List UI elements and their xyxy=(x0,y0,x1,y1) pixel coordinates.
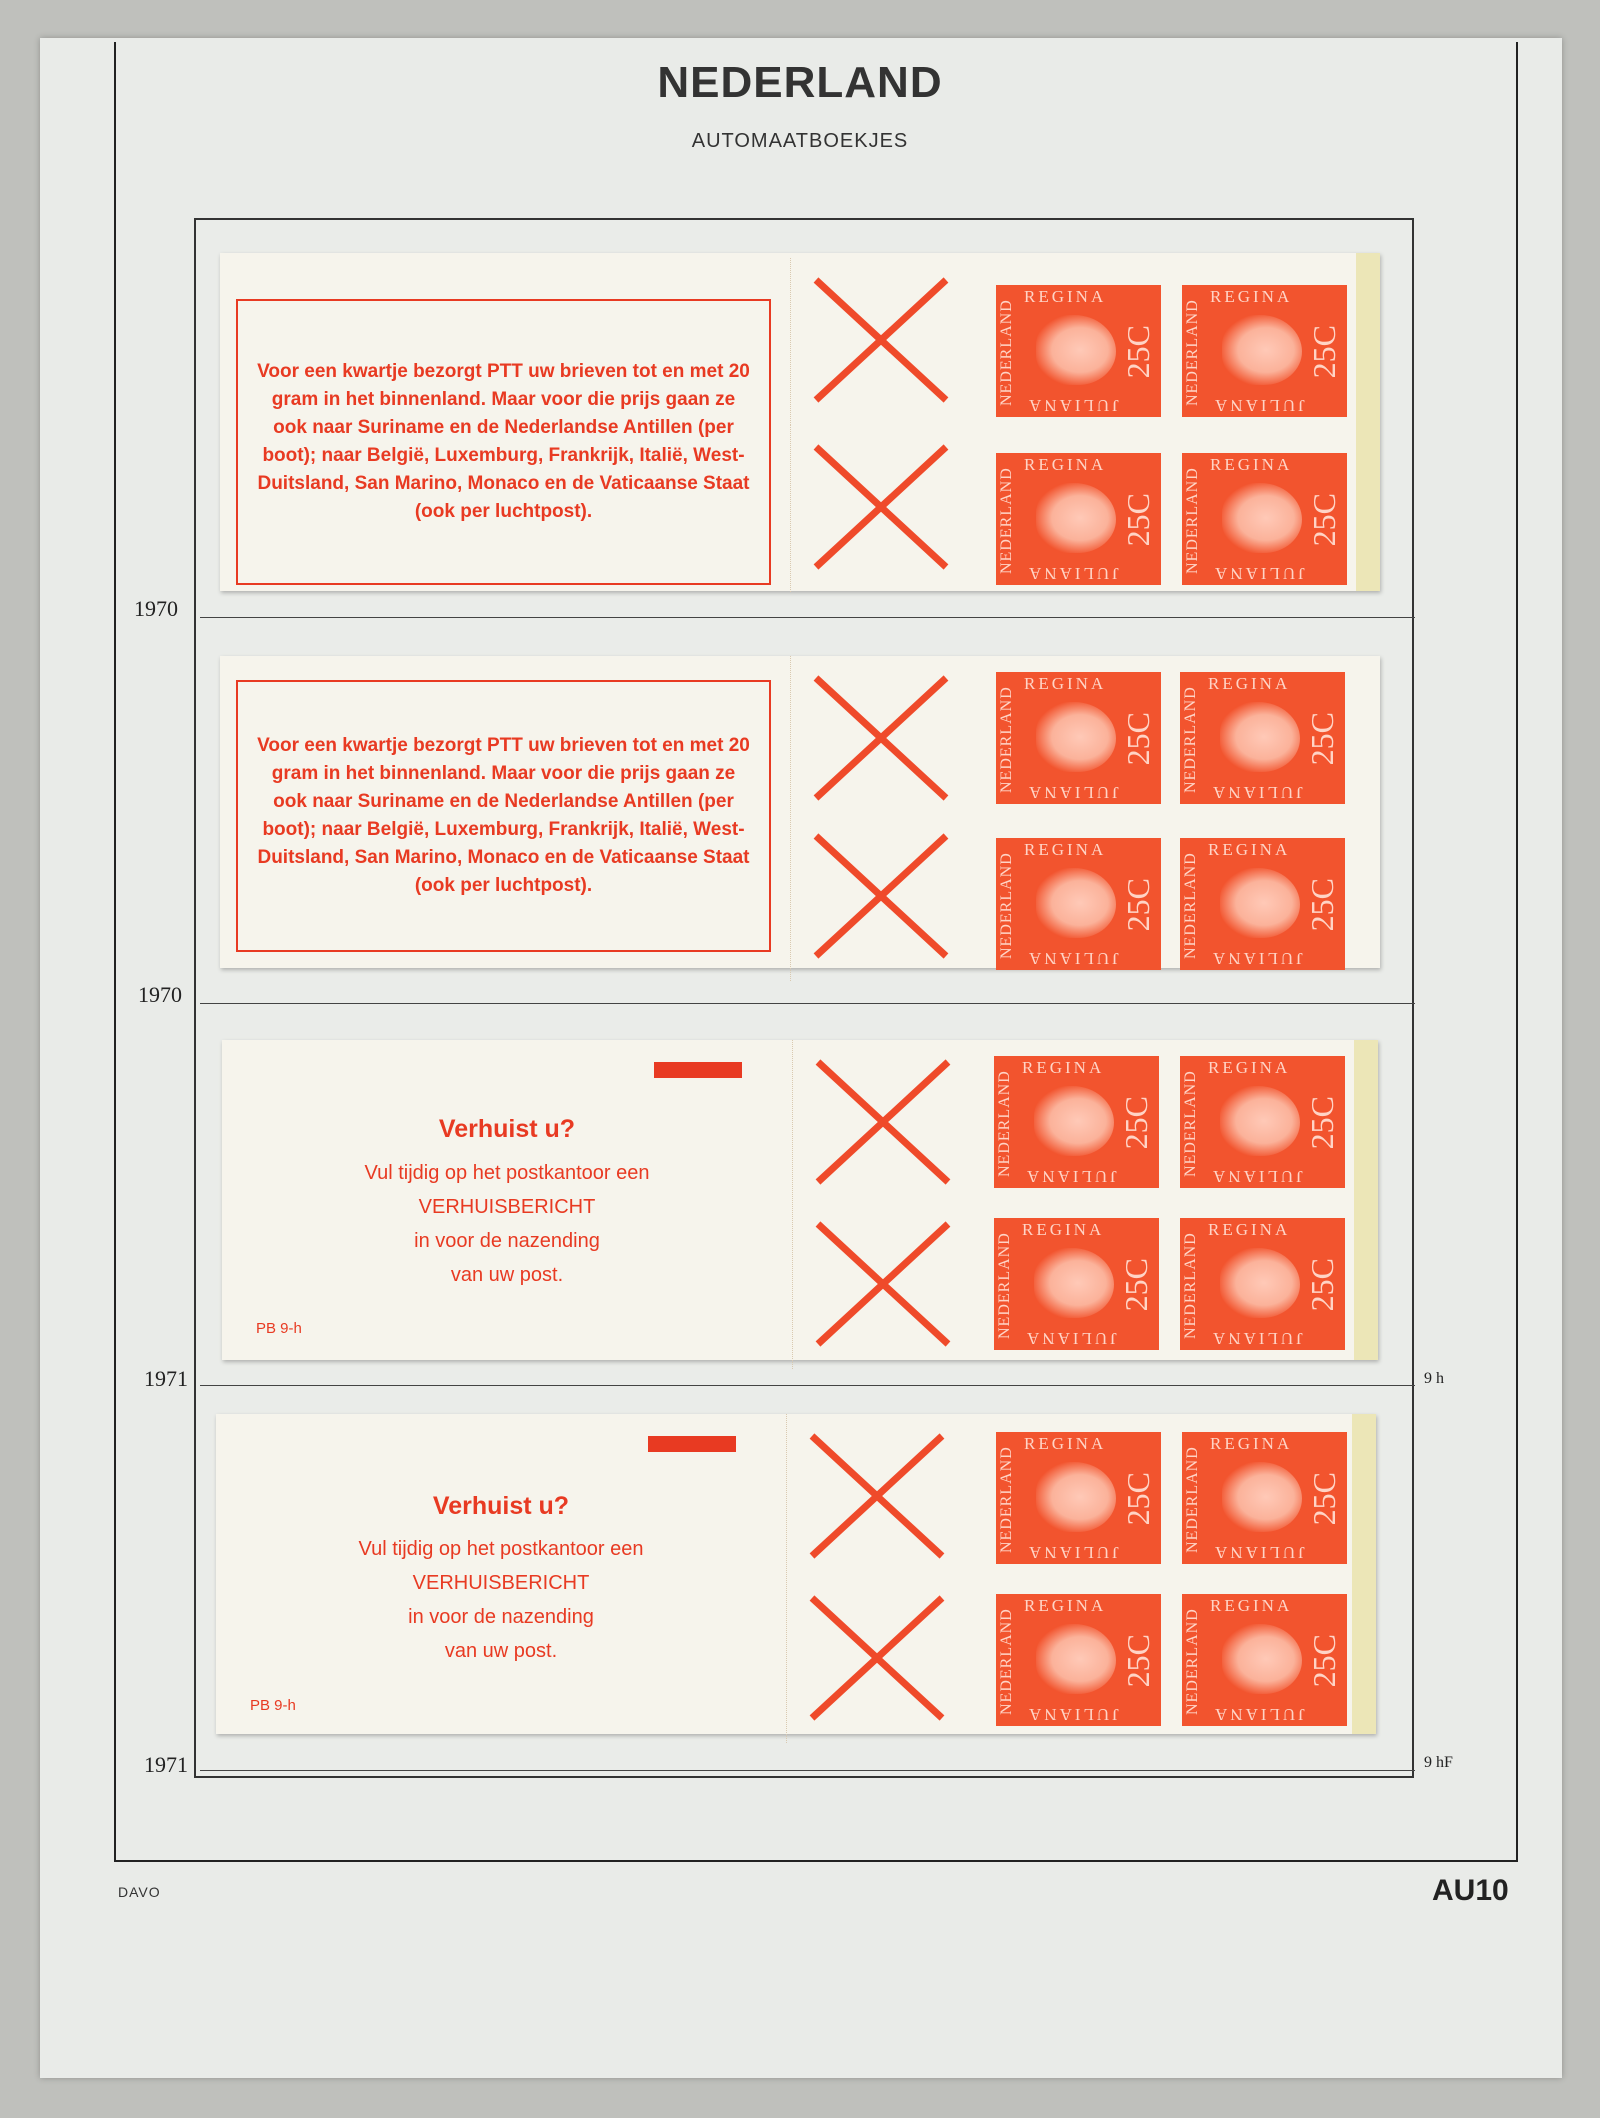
stamp-25c xyxy=(1182,1432,1347,1564)
stamp-25c xyxy=(994,1056,1159,1188)
stamp-value: 25C xyxy=(1120,1472,1156,1526)
row-divider xyxy=(200,1770,1415,1771)
portrait xyxy=(1222,483,1302,553)
stamp-top-text: REGINA xyxy=(1208,840,1291,859)
portrait xyxy=(1222,1462,1302,1532)
stamp-bottom-text: JULIANA xyxy=(1026,396,1119,415)
selvage xyxy=(1356,656,1380,968)
move-line: in voor de nazending xyxy=(408,1606,594,1628)
stamp-top-text: REGINA xyxy=(1210,1434,1293,1453)
cross-label xyxy=(786,1576,967,1743)
stamp-value: 25C xyxy=(1306,1634,1342,1688)
stamp-top-text: REGINA xyxy=(1024,1596,1107,1615)
move-line: VERHUISBERICHT xyxy=(412,1572,590,1594)
stamp-25c xyxy=(1182,453,1347,585)
stamp-bottom-text: JULIANA xyxy=(1026,1705,1119,1724)
stamp-25c xyxy=(994,1218,1159,1350)
notice-box xyxy=(236,299,771,585)
stamp-value: 25C xyxy=(1304,878,1340,932)
stamp-country: NEDERLAND xyxy=(996,1232,1013,1340)
brand-label: DAVO xyxy=(118,1884,161,1900)
booklet-cover xyxy=(220,656,790,968)
stamp-25c xyxy=(1180,1056,1345,1188)
cross-label xyxy=(792,1040,973,1207)
stamp-bottom-text: JULIANA xyxy=(1026,1543,1119,1562)
stamp-country: NEDERLAND xyxy=(1184,1446,1201,1554)
red-bar xyxy=(648,1436,736,1452)
stamp-value: 25C xyxy=(1120,493,1156,547)
move-message xyxy=(222,1156,792,1292)
stamp-country: NEDERLAND xyxy=(1184,467,1201,575)
stamp-country: NEDERLAND xyxy=(998,852,1015,960)
stamp-25c xyxy=(1180,838,1345,970)
stamp-25c xyxy=(996,1432,1161,1564)
portrait xyxy=(1222,315,1302,385)
stamp-bottom-text: JULIANA xyxy=(1026,783,1119,802)
stamp-value: 25C xyxy=(1120,325,1156,379)
portrait xyxy=(1036,1624,1116,1694)
stamp-booklet xyxy=(220,253,1380,591)
move-line: Vul tijdig op het postkantoor een xyxy=(364,1162,650,1184)
stamp-top-text: REGINA xyxy=(1024,287,1107,306)
stamp-top-text: REGINA xyxy=(1208,1220,1291,1239)
stamp-value: 25C xyxy=(1306,1472,1342,1526)
cross-label xyxy=(792,1202,973,1369)
stamp-top-text: REGINA xyxy=(1024,455,1107,474)
ptt-notice-text: Voor een kwartje bezorgt PTT uw brieven tot en met 20 gram in het binnenland. Maar voor die prijs gaan ze ook naar Suriname en de Nederlandse Antillen (per boot); naar België, Luxemburg, Frankrijk, Italië, West-Duitsland, San Marino, Monaco en de Vaticaanse Staat (ook per luchtpost). xyxy=(257,735,750,896)
cross-label xyxy=(786,1414,967,1581)
portrait xyxy=(1034,1248,1114,1318)
stamp-bottom-text: JULIANA xyxy=(1210,1329,1303,1348)
stamp-value: 25C xyxy=(1306,325,1342,379)
stamp-top-text: REGINA xyxy=(1024,674,1107,693)
stamp-country: NEDERLAND xyxy=(1182,1070,1199,1178)
stamp-bottom-text: JULIANA xyxy=(1024,1329,1117,1348)
portrait xyxy=(1036,868,1116,938)
stamp-country: NEDERLAND xyxy=(996,1070,1013,1178)
row-divider xyxy=(200,1003,1415,1004)
move-message xyxy=(216,1532,786,1668)
row-divider xyxy=(200,617,1415,618)
stamp-booklet xyxy=(216,1414,1376,1734)
cross-label xyxy=(790,425,971,592)
move-line: VERHUISBERICHT xyxy=(418,1196,596,1218)
stamp-country: NEDERLAND xyxy=(1184,1608,1201,1716)
page-title: NEDERLAND xyxy=(657,58,943,107)
cross-label xyxy=(790,656,971,823)
stamp-25c xyxy=(996,453,1161,585)
page-subtitle: AUTOMAATBOEKJES xyxy=(691,130,909,152)
stamp-country: NEDERLAND xyxy=(1182,686,1199,794)
stamp-country: NEDERLAND xyxy=(1182,852,1199,960)
booklet-cover xyxy=(222,1040,792,1360)
stamp-25c xyxy=(996,672,1161,804)
move-line: in voor de nazending xyxy=(414,1230,600,1252)
stamp-value: 25C xyxy=(1118,1258,1154,1312)
stamp-top-text: REGINA xyxy=(1208,1058,1291,1077)
portrait xyxy=(1036,315,1116,385)
stamp-value: 25C xyxy=(1306,493,1342,547)
stamp-top-text: REGINA xyxy=(1208,674,1291,693)
move-line: van uw post. xyxy=(444,1640,558,1662)
stamp-booklet xyxy=(220,656,1380,968)
move-line: Vul tijdig op het postkantoor een xyxy=(358,1538,644,1560)
stamp-top-text: REGINA xyxy=(1210,1596,1293,1615)
stamp-top-text: REGINA xyxy=(1022,1058,1105,1077)
stamp-country: NEDERLAND xyxy=(998,686,1015,794)
stamp-value: 25C xyxy=(1120,878,1156,932)
page-number: AU10 xyxy=(1432,1874,1509,1907)
move-line: van uw post. xyxy=(450,1264,564,1286)
stamp-bottom-text: JULIANA xyxy=(1210,949,1303,968)
selvage xyxy=(1352,1414,1376,1734)
stamp-top-text: REGINA xyxy=(1024,840,1107,859)
stamp-country: NEDERLAND xyxy=(1184,299,1201,407)
cross-label xyxy=(790,258,971,425)
move-heading: Verhuist u? xyxy=(432,1492,570,1520)
stamp-25c xyxy=(1180,1218,1345,1350)
portrait xyxy=(1220,1086,1300,1156)
cross-label xyxy=(790,814,971,981)
stamp-bottom-text: JULIANA xyxy=(1026,949,1119,968)
stamp-country: NEDERLAND xyxy=(1182,1232,1199,1340)
stamp-value: 25C xyxy=(1304,712,1340,766)
ptt-notice-text: Voor een kwartje bezorgt PTT uw brieven tot en met 20 gram in het binnenland. Maar voor die prijs gaan ze ook naar Suriname en de Nederlandse Antillen (per boot); naar België, Luxemburg, Frankrijk, Italië, West-Duitsland, San Marino, Monaco en de Vaticaanse Staat (ook per luchtpost). xyxy=(257,361,750,522)
stamp-bottom-text: JULIANA xyxy=(1026,564,1119,583)
stamp-25c xyxy=(996,1594,1161,1726)
portrait xyxy=(1222,1624,1302,1694)
stamp-bottom-text: JULIANA xyxy=(1212,396,1305,415)
year-label: 1971 xyxy=(144,1366,188,1391)
red-bar xyxy=(654,1062,742,1078)
pb-code: PB 9-h xyxy=(250,1697,296,1714)
year-label: 1970 xyxy=(134,596,178,621)
stamp-value: 25C xyxy=(1118,1096,1154,1150)
catalog-number: 9 h xyxy=(1424,1370,1444,1387)
portrait xyxy=(1036,483,1116,553)
stamp-bottom-text: JULIANA xyxy=(1212,1705,1305,1724)
selvage xyxy=(1354,1040,1378,1360)
stamp-value: 25C xyxy=(1120,1634,1156,1688)
portrait xyxy=(1220,1248,1300,1318)
stamp-bottom-text: JULIANA xyxy=(1212,1543,1305,1562)
stamp-value: 25C xyxy=(1304,1258,1340,1312)
row-divider xyxy=(200,1385,1415,1386)
stamp-country: NEDERLAND xyxy=(998,299,1015,407)
year-label: 1971 xyxy=(144,1752,188,1777)
move-heading: Verhuist u? xyxy=(438,1115,576,1143)
stamp-country: NEDERLAND xyxy=(998,1446,1015,1554)
stamp-25c xyxy=(996,838,1161,970)
stamp-bottom-text: JULIANA xyxy=(1024,1167,1117,1186)
stamp-top-text: REGINA xyxy=(1024,1434,1107,1453)
pb-code: PB 9-h xyxy=(256,1320,302,1337)
portrait xyxy=(1034,1086,1114,1156)
booklet-cover xyxy=(216,1414,786,1734)
portrait xyxy=(1220,868,1300,938)
stamp-25c xyxy=(996,285,1161,417)
stamp-country: NEDERLAND xyxy=(998,467,1015,575)
stamp-top-text: REGINA xyxy=(1022,1220,1105,1239)
year-label: 1970 xyxy=(138,982,182,1007)
stamp-top-text: REGINA xyxy=(1210,287,1293,306)
stamp-25c xyxy=(1182,285,1347,417)
stamp-value: 25C xyxy=(1120,712,1156,766)
stamp-value: 25C xyxy=(1304,1096,1340,1150)
portrait xyxy=(1220,702,1300,772)
selvage xyxy=(1356,253,1380,591)
stamp-bottom-text: JULIANA xyxy=(1212,564,1305,583)
portrait xyxy=(1036,702,1116,772)
portrait xyxy=(1036,1462,1116,1532)
stamp-country: NEDERLAND xyxy=(998,1608,1015,1716)
stamp-bottom-text: JULIANA xyxy=(1210,1167,1303,1186)
booklet-cover xyxy=(220,253,790,591)
notice-box xyxy=(236,680,771,952)
catalog-number: 9 hF xyxy=(1424,1754,1453,1771)
stamp-bottom-text: JULIANA xyxy=(1210,783,1303,802)
stamp-25c xyxy=(1180,672,1345,804)
stamp-top-text: REGINA xyxy=(1210,455,1293,474)
stamp-25c xyxy=(1182,1594,1347,1726)
stamp-booklet xyxy=(222,1040,1378,1360)
